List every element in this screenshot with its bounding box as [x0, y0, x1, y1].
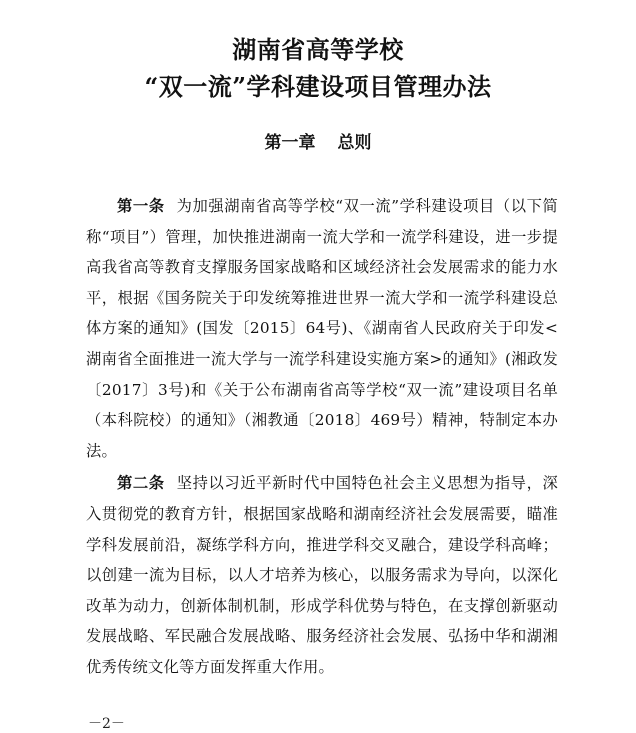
document-title-line2: “双一流”学科建设项目管理办法	[144, 72, 492, 101]
article-text: 坚持以习近平新时代中国特色社会主义思想为指导，深入贯彻党的教育方针，根据国家战略和湖南经济社会发展需要，瞄准学科发展前沿，凝练学科方向，推进学科交叉融合，建设学科高峰；以创建一流为目标，以人才培养为核心，以服务需求为导向，以深化改革为动力，创新体制机制，形成学科优势与特色，在支撑创新驱动发展战略、军民融合发展战略、服务经济社会发展、弘扬中华和湖湘优秀传统文化等方面发挥重大作用。	[86, 474, 558, 676]
article-text: 为加强湖南省高等学校“双一流”学科建设项目（以下简称“项目”）管理，加快推进湖南一流大学和一流学科建设，进一步提高我省高等教育支撑服务国家战略和区域经济社会发展需求的能力水平，根据《国务院关于印发统筹推进世界一流大学和一流学科建设总体方案的通知》(国发〔2015〕64号)、《湖南省人民政府关于印发<湖南省全面推进一流大学与一流学科建设实施方案>的通知》(湘政发〔2017〕3号)和《关于公布湖南省高等学校“双一流”建设项目名单（本科院校）的通知》（湘教通〔2018〕469号）精神，特制定本办法。	[86, 197, 558, 460]
article-label: 第一条	[117, 197, 165, 215]
document-title-line1: 湖南省高等学校	[232, 35, 404, 64]
article-label: 第二条	[117, 474, 165, 493]
chapter-heading	[0, 132, 636, 154]
article-paragraph	[86, 191, 558, 466]
document-body	[86, 191, 558, 683]
chapter-label: 第一章	[264, 133, 316, 153]
article-paragraph	[86, 468, 558, 682]
chapter-name: 总则	[337, 133, 372, 153]
page-number: －2－	[88, 716, 125, 732]
